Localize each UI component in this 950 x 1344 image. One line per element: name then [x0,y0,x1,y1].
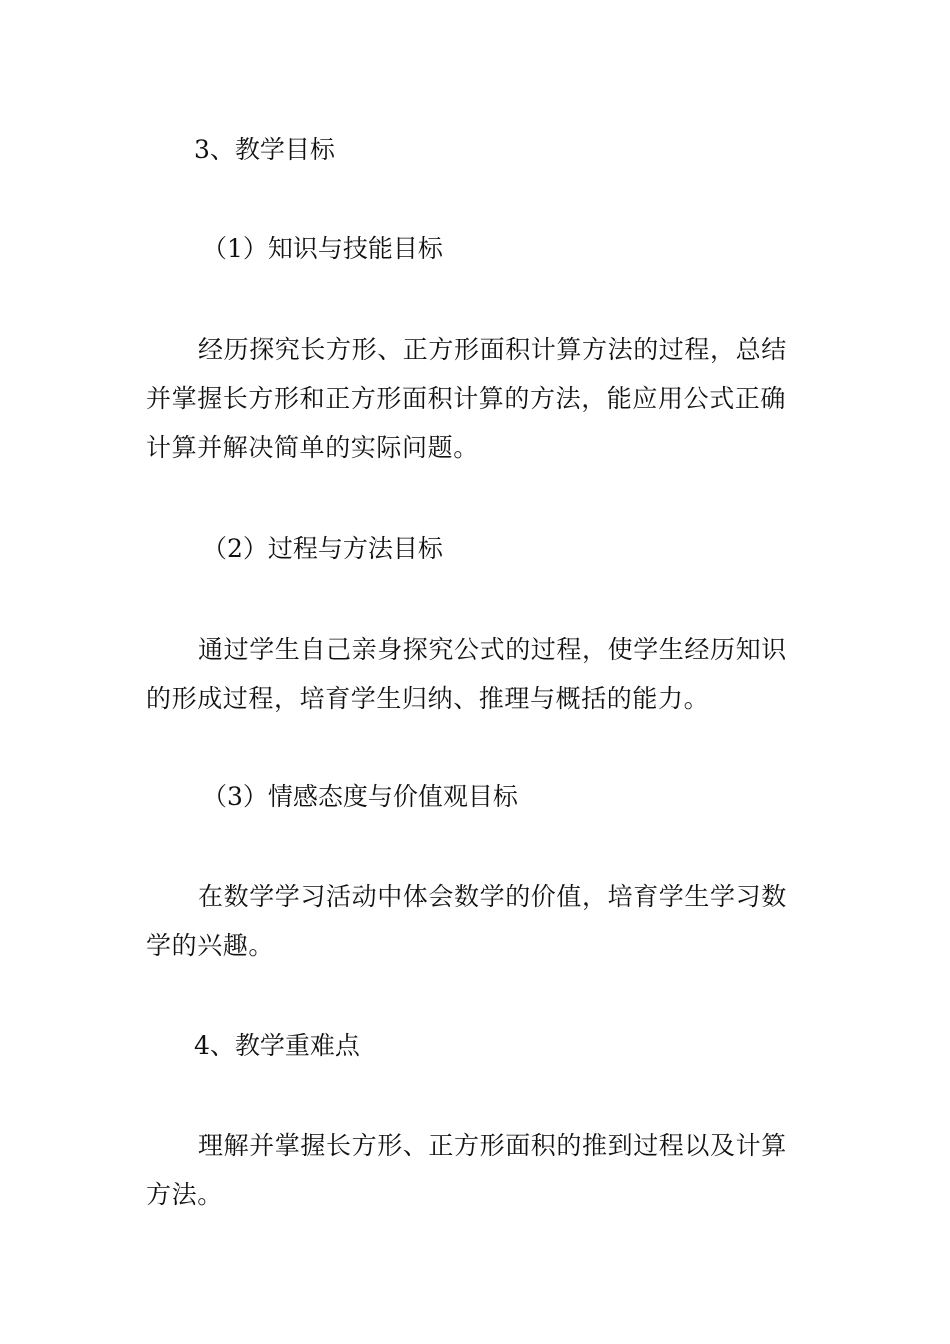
paragraph-emotion-values: 在数学学习活动中体会数学的价值，培育学生学习数学的兴趣。 [146,882,787,960]
paragraph-knowledge-skills: 经历探究长方形、正方形面积计算方法的过程，总结并掌握长方形和正方形面积计算的方法，能应用公式正确计算并解决简单的实际问题。 [146,335,787,462]
section-heading-teaching-goals: 3、教学目标 [194,135,335,164]
subheading-knowledge-skills: （1）知识与技能目标 [202,234,443,263]
subheading-process-method: （2）过程与方法目标 [202,534,443,563]
section-heading-key-difficulties: 4、教学重难点 [194,1031,360,1060]
paragraph-process-method: 通过学生自己亲身探究公式的过程，使学生经历知识的形成过程，培育学生归纳、推理与概括的能力。 [146,635,787,713]
paragraph-key-difficulties: 理解并掌握长方形、正方形面积的推到过程以及计算方法。 [146,1131,787,1209]
subheading-emotion-values: （3）情感态度与价值观目标 [202,782,518,811]
